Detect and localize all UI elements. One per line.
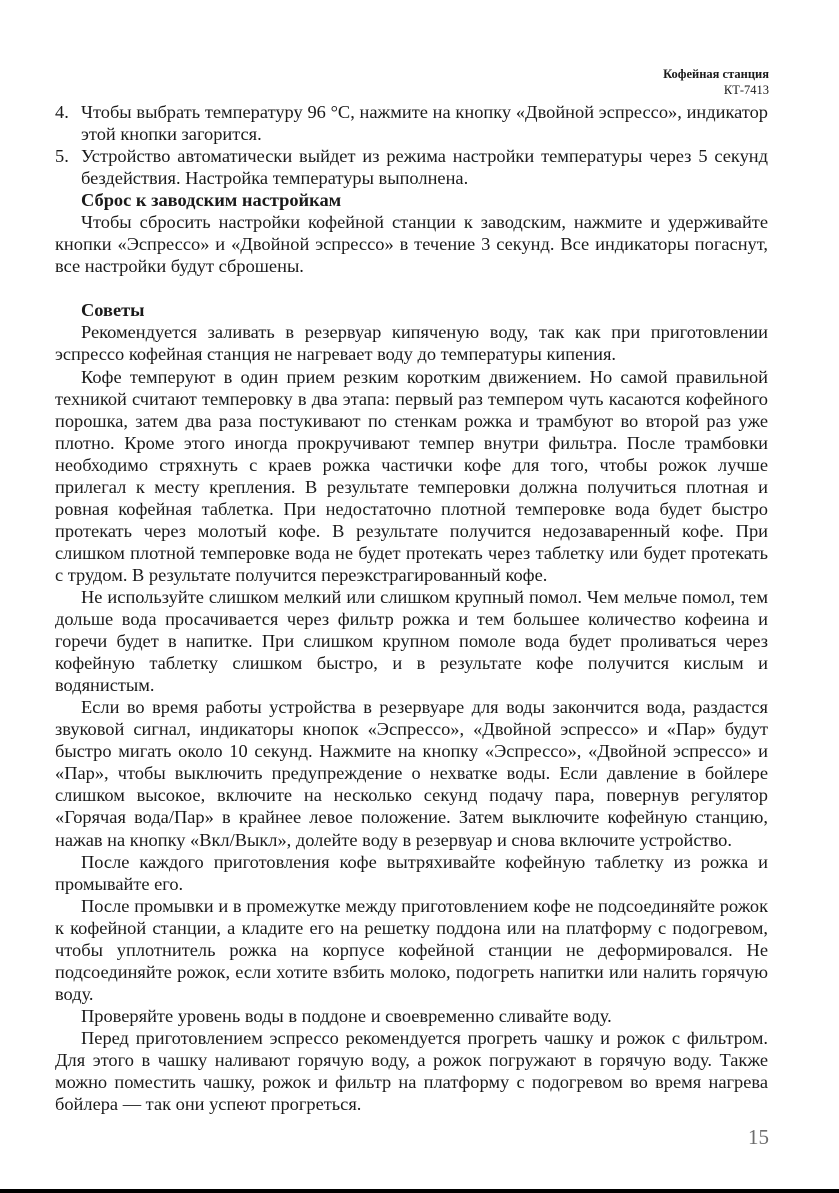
tips-paragraph: Не используйте слишком мелкий или слишком крупный помол. Чем мельче помол, тем дольше вода просачивается через фильтр рожка и тем большее количество кофеина и горечи будет в напитке. При слишком крупном помоле вода будет проливаться через кофейную таблетку слишком быстро, и в результате кофе получится кислым и водянистым. (55, 586, 768, 696)
reset-paragraph: Чтобы сбросить настройки кофейной станции к заводским, нажмите и удерживайте кнопки «Эспрессо» и «Двойной эспрессо» в течение 3 секунд. Все индикаторы погаснут, все настройки будут сброшены. (55, 212, 768, 277)
tips-paragraph: После промывки и в промежутке между приготовлением кофе не подсоединяйте рожок к кофейной станции, а кладите его на решетку поддона или на платформу с подогревом, чтобы уплотнитель рожка на корпусе кофейной станции не деформировался. Не подсоединяйте рожок, если хотите взбить молоко, подогреть напитки или налить горячую воду. (55, 895, 768, 1004)
bottom-rule (0, 1189, 839, 1193)
header-title: Кофейная станция (663, 67, 769, 81)
tips-heading: Советы (81, 300, 145, 321)
list-text: Устройство автоматически выйдет из режима настройки температуры через 5 секунд бездействия. Настройка температуры выполнена. (81, 146, 768, 189)
tips-paragraph: Перед приготовлением эспрессо рекомендуется прогреть чашку и рожок с фильтром. Для этого в чашку наливают горячую воду, а рожок погружают в горячую воду. Также можно поместить чашку, рожок и фильтр на платформу с подогревом во время нагрева бойлера — так они успеют прогреться. (55, 1027, 768, 1115)
page-content (55, 101, 768, 1115)
list-number: 4. (55, 102, 69, 122)
list-number: 5. (55, 146, 69, 167)
tips-paragraph: После каждого приготовления кофе вытряхивайте кофейную таблетку из рожка и промывайте его. (55, 851, 768, 894)
tips-paragraph: Проверяйте уровень воды в поддоне и своевременно сливайте воду. (81, 1005, 612, 1026)
tips-paragraph: Если во время работы устройства в резервуаре для воды закончится вода, раздастся звуковой сигнал, индикаторы кнопок «Эспрессо», «Двойной эспрессо» и «Пар» будут быстро мигать около 10 секунд. Нажмите на кнопку «Эспрессо», «Двойной эспрессо» и «Пар», чтобы выключить предупреждение о нехватке воды. Если давление в бойлере слишком высокое, включите на несколько секунд подачу пара, повернув регулятор «Горячая вода/Пар» в крайнее левое положение. Затем выключите кофейную станцию, нажав на кнопку «Вкл/Выкл», долейте воду в резервуар и снова включите устройство. (55, 697, 768, 850)
reset-heading: Сброс к заводским настройкам (81, 190, 342, 211)
list-text: Чтобы выбрать температуру 96 °С, нажмите на кнопку «Двойной эспрессо», индикатор этой кнопки загорится. (81, 102, 768, 145)
tips-paragraph: Кофе темперуют в один прием резким коротким движением. Но самой правильной техникой считают темперовку в два этапа: первый раз темпером чуть касаются кофейного порошка, затем два раза постукивают по стенкам рожка и трамбуют во второй раз уже плотно. Кроме этого иногда прокручивают темпер внутри фильтра. После трамбовки необходимо стряхнуть с краев рожка частички кофе для того, чтобы рожок лучше прилегал к месту крепления. В результате темперовки должна получиться плотная и ровная кофейная таблетка. При недостаточно плотной темперовке вода будет быстро протекать через молотый кофе. В результате получится недозаваренный кофе. При слишком плотной темперовке вода не будет протекать через таблетку или будет протекать с трудом. В результате получится переэкстрагированный кофе. (55, 366, 768, 585)
section-gap (55, 277, 768, 299)
header-model: КТ-7413 (723, 83, 769, 97)
running-header (663, 66, 769, 98)
page-number: 15 (748, 1125, 769, 1149)
tips-paragraph: Рекомендуется заливать в резервуар кипяченую воду, так как при приготовлении эспрессо кофейная станция не нагревает воду до температуры кипения. (55, 322, 768, 365)
list-item (55, 145, 768, 189)
list-item (55, 101, 768, 145)
